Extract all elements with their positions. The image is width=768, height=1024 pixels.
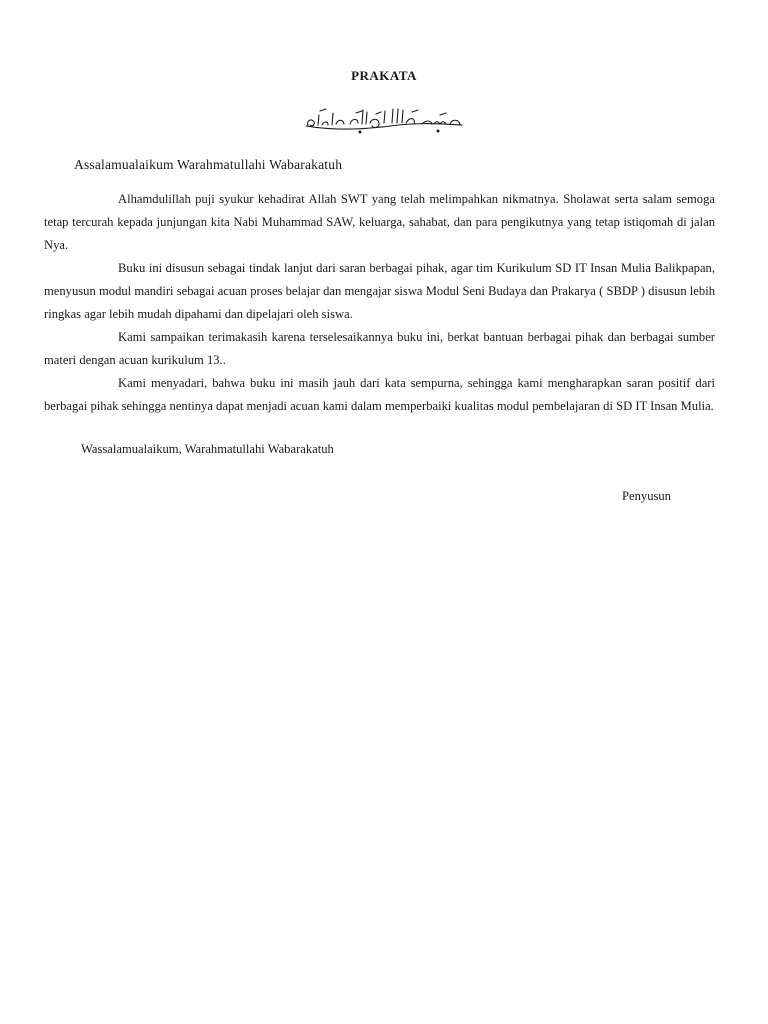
paragraph: Kami sampaikan terimakasih karena terselesaikannya buku ini, berkat bantuan berbagai pihak dan berbagai sumber materi dengan acuan kurikulum 13.. — [44, 330, 715, 367]
paragraph: Buku ini disusun sebagai tindak lanjut dari saran berbagai pihak, agar tim Kurikulum SD IT Insan Mulia Balikpapan, menyusun modul mandiri sebagai acuan proses belajar dan mengajar siswa Modul Seni Budaya dan Prakarya ( SBDP ) disusun lebih ringkas agar lebih mudah dipahami dan dipelajari oleh siswa. — [44, 261, 715, 321]
author-signature: Penyusun — [622, 489, 671, 503]
paragraph: Alhamdulillah puji syukur kehadirat Allah SWT yang telah melimpahkan nikmatnya. Sholawat serta salam semoga tetap tercurah kepada junjungan kita Nabi Muhammad SAW, keluarga, sahabat, dan para pengikutnya yang tetap istiqomah di jalan Nya. — [44, 192, 715, 252]
document-body — [44, 188, 715, 418]
closing-greeting: Wassalamualaikum, Warahmatullahi Wabarakatuh — [81, 442, 334, 456]
page-title: PRAKATA — [351, 68, 417, 83]
paragraph: Kami menyadari, bahwa buku ini masih jauh dari kata sempurna, sehingga kami mengharapkan saran positif dari berbagai pihak sehingga nentinya dapat menjadi acuan kami dalam memperbaiki kualitas modul pembelajaran di SD IT Insan Mulia. — [44, 376, 715, 413]
basmalah-calligraphy — [300, 104, 470, 136]
opening-greeting: Assalamualaikum Warahmatullahi Wabarakatuh — [74, 157, 343, 172]
